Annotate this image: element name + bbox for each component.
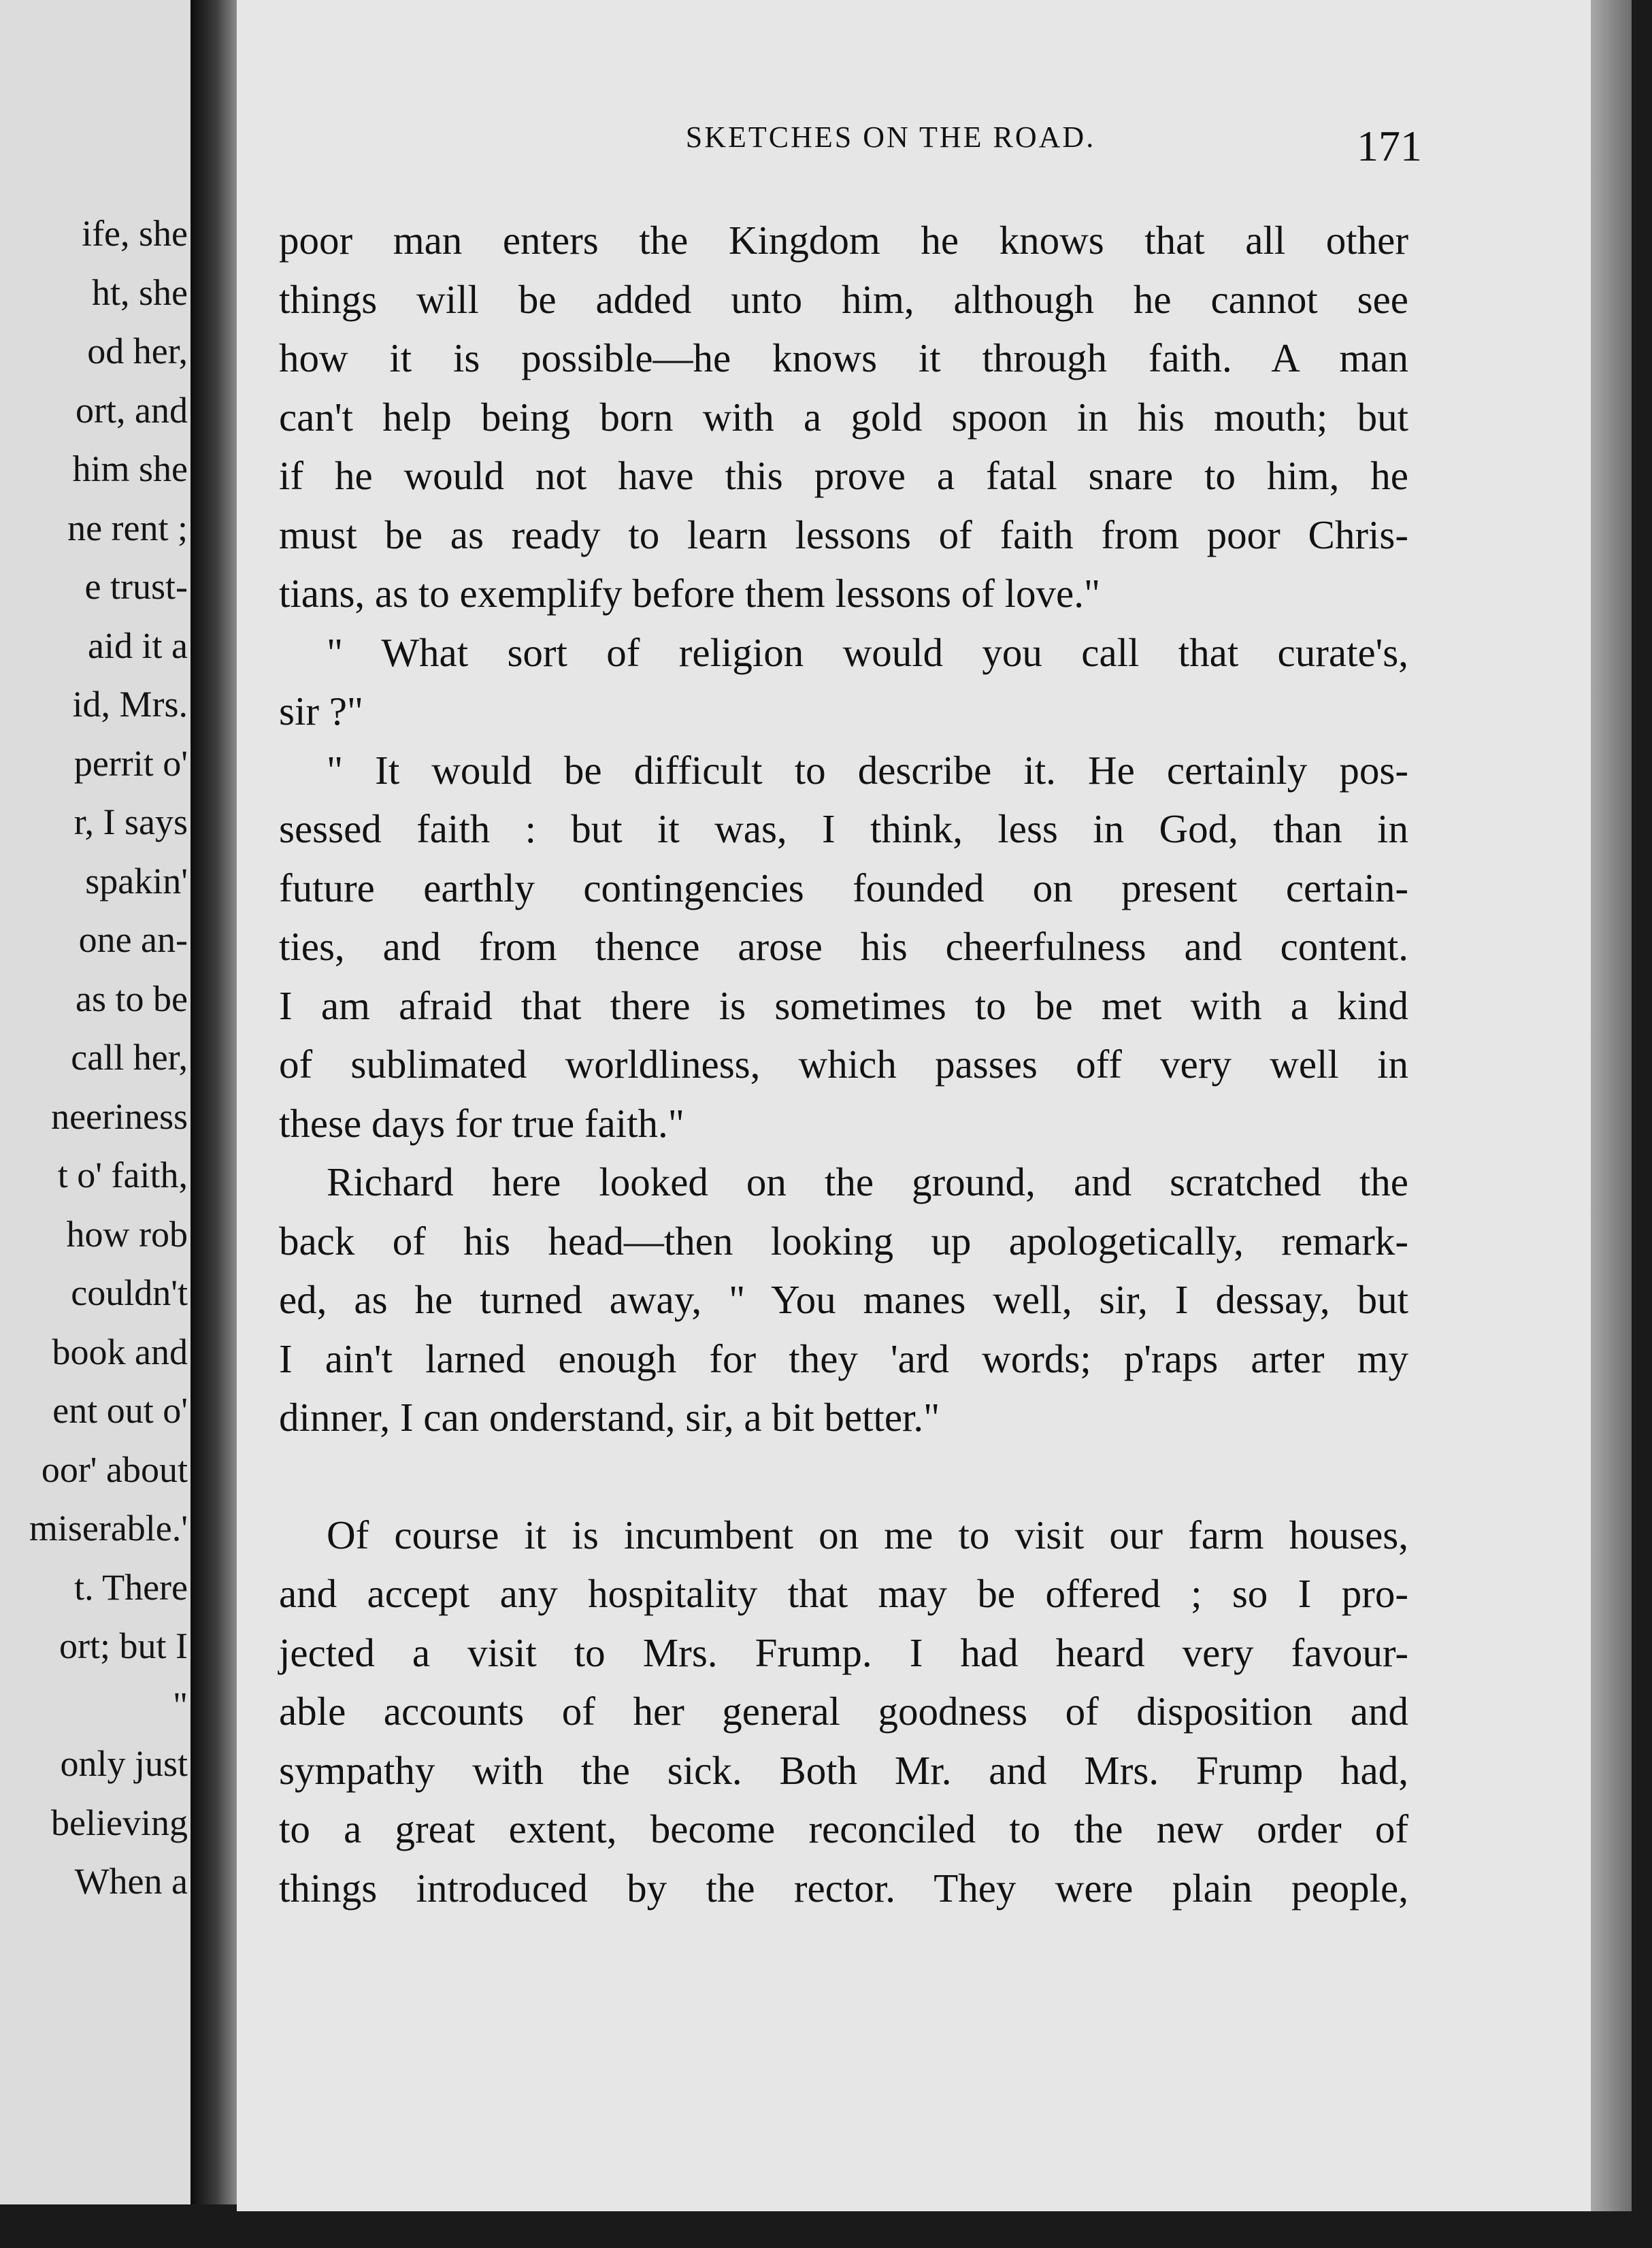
text-line: and accept any hospitality that may be offered ; so I pro- [279,1571,1408,1616]
left-line: couldn't [71,1272,188,1313]
text-line: dinner, I can onderstand, sir, a bit better." [279,1395,940,1440]
left-line: ht, she [92,271,188,313]
text-line: back of his head—then looking up apologetically, remark- [279,1218,1408,1263]
page-number: 171 [1357,122,1422,170]
left-line: " [172,1684,188,1725]
text-line: to a great extent, become reconciled to the new order of [279,1806,1408,1851]
left-page-text [0,204,191,1911]
left-line: spakin' [85,860,188,902]
text-line: jected a visit to Mrs. Frump. I had heard very favour- [279,1630,1408,1675]
text-line: " It would be difficult to describe it. He certainly pos- [327,747,1408,793]
left-line: r, I says [73,801,188,842]
text-line: things will be added unto him, although he cannot see [279,276,1408,322]
left-line: one an- [78,919,188,960]
left-line: him she [72,448,188,489]
text-line: sessed faith : but it was, I think, less in God, than in [279,806,1408,851]
left-line: ent out o' [52,1390,188,1431]
body-text [279,211,1408,1917]
text-line: things introduced by the rector. They were plain people, [279,1865,1408,1911]
text-line: Of course it is incumbent on me to visit our farm houses, [327,1512,1408,1557]
left-line: aid it a [88,625,188,666]
left-line: how rob [66,1213,188,1255]
text-line: these days for true faith." [279,1100,684,1146]
left-line: believing [51,1802,188,1843]
text-line: poor man enters the Kingdom he knows that all other [279,218,1408,263]
left-line: e trust- [84,566,188,607]
left-line: call her, [71,1037,188,1078]
text-line: Richard here looked on the ground, and scratched the [327,1159,1408,1204]
left-line: When a [74,1861,188,1902]
left-line: perrit o' [73,742,188,784]
left-line: book and [52,1331,188,1372]
left-line: t o' faith, [57,1155,188,1195]
text-line: able accounts of her general goodness of disposition and [279,1689,1408,1734]
text-line: I ain't larned enough for they 'ard words; p'raps arter my [279,1336,1408,1381]
text-line: ties, and from thence arose his cheerfulness and content. [279,924,1408,969]
text-line: ed, as he turned away, " You manes well, sir, I dessay, but [279,1277,1408,1322]
left-line: as to be [76,978,188,1019]
text-line: I am afraid that there is sometimes to be met with a kind [279,982,1408,1028]
text-line: " What sort of religion would you call that curate's, [327,629,1408,675]
left-line: miserable.' [29,1508,188,1549]
left-line: ife, she [82,213,188,254]
left-line: ort; but I [59,1625,188,1666]
text-line: sir ?" [279,689,364,733]
left-line: t. There [74,1566,188,1608]
text-line: sympathy with the sick. Both Mr. and Mrs. Frump had, [279,1747,1408,1793]
text-line: if he would not have this prove a fatal snare to him, he [279,453,1408,498]
left-line: neeriness [51,1095,188,1137]
left-line: ort, and [76,389,188,431]
left-line: od her, [87,331,188,371]
text-line: tians, as to exemplify before them lessons of love." [279,571,1101,616]
left-line: oor' about [41,1449,188,1490]
page-edge [1591,0,1632,2211]
text-line: how it is possible—he knows it through faith. A man [279,335,1408,380]
section-break [279,1447,1408,1506]
left-line: only just [60,1743,188,1784]
text-line: must be as ready to learn lessons of faith from poor Chris- [279,512,1408,557]
left-line: ne rent ; [67,507,188,548]
running-head: SKETCHES ON THE ROAD. [685,120,1096,154]
book-gutter [191,0,237,2204]
text-line: future earthly contingencies founded on present certain- [279,865,1408,910]
left-line: id, Mrs. [72,684,188,725]
text-line: can't help being born with a gold spoon in his mouth; but [279,394,1408,440]
left-page [0,0,191,2204]
text-line: of sublimated worldliness, which passes off very well in [279,1042,1408,1087]
